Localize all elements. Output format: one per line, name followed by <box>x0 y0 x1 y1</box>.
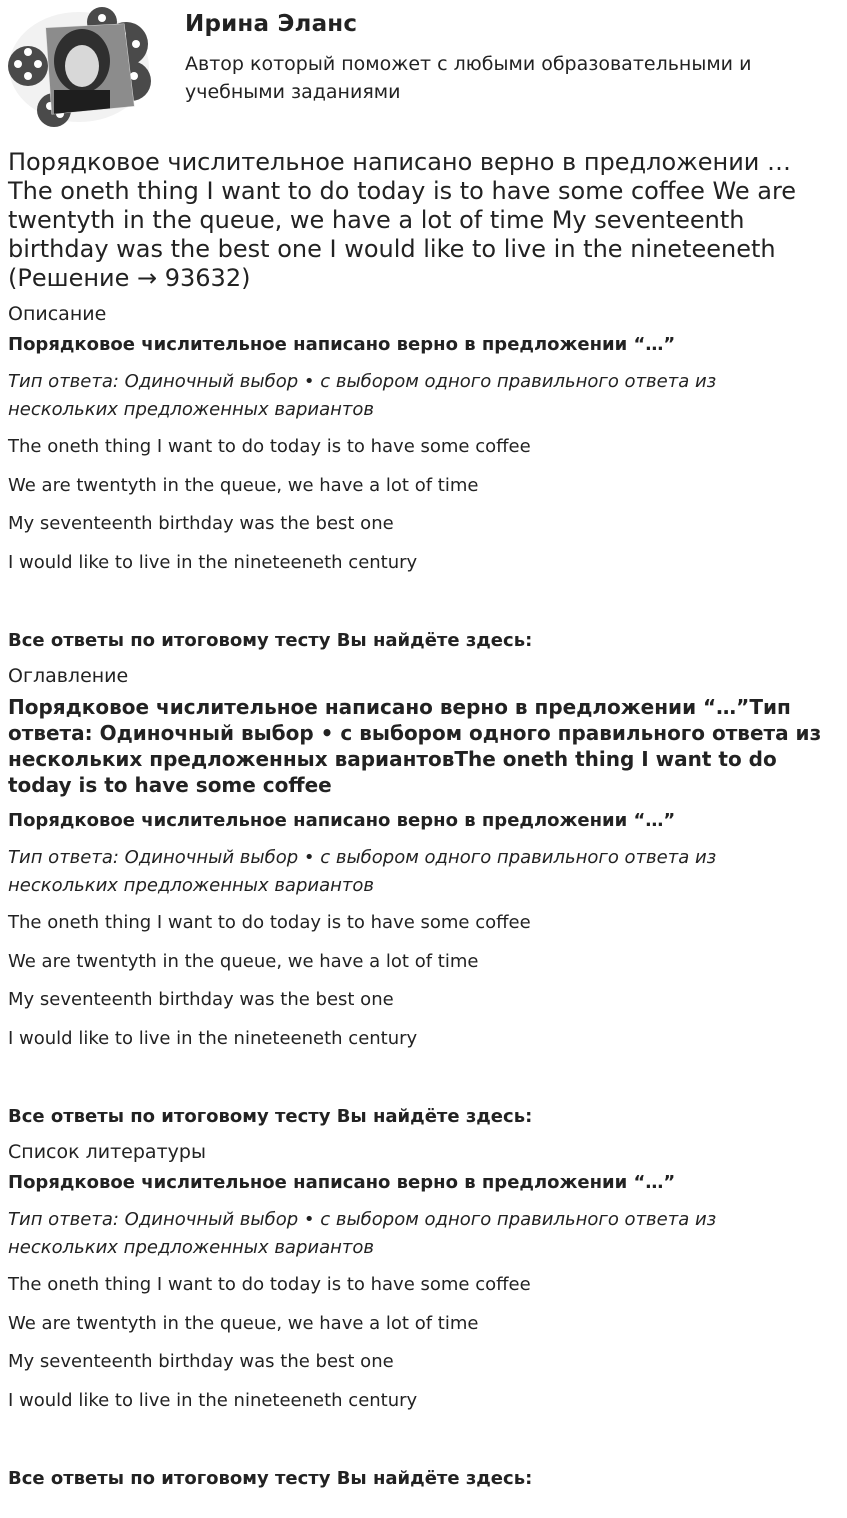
section-toc-label: Оглавление <box>8 665 129 687</box>
author-avatar[interactable] <box>6 6 152 128</box>
main-content <box>8 148 828 1502</box>
answer-option: I would like to live in the nineteeneth century <box>8 1027 418 1049</box>
answer-option: My seventeenth birthday was the best one <box>8 989 394 1010</box>
answer-option: The oneth thing I want to do today is to have some coffee <box>8 1274 531 1295</box>
author-name[interactable]: Ирина Эланс <box>185 11 358 37</box>
answer-option: We are twentyth in the queue, we have a lot of time <box>8 950 479 972</box>
answer-option: My seventeenth birthday was the best one <box>8 1351 394 1372</box>
author-description: Автор который поможет с любыми образовательными и учебными заданиями <box>185 53 752 103</box>
answer-option: I would like to live in the nineteeneth century <box>8 551 418 573</box>
answer-option: My seventeenth birthday was the best one <box>8 513 394 534</box>
question-title: Порядковое числительное написано верно в предложении “…” <box>8 334 676 355</box>
all-answers-link[interactable]: Все ответы по итоговому тесту Вы найдёте здесь: <box>8 630 533 651</box>
toc-summary: Порядковое числительное написано верно в предложении “…”Тип ответа: Одиночный выбор • с выбором одного правильного ответа из нескольких предложенных вариантовThe oneth thing I want to do today is to have some coffee <box>8 695 822 797</box>
page-title: Порядковое числительное написано верно в предложении … The oneth thing I want to do today is to have some coffee We are twentyth in the queue, we have a lot of time My seventeenth birthday was the best one I would like to live in the nineteeneth (Решение → 93632) <box>8 148 797 292</box>
answer-type: Тип ответа: Одиночный выбор • с выбором одного правильного ответа из нескольких предложенных вариантов <box>8 1209 717 1258</box>
section-literature-label: Список литературы <box>8 1141 206 1163</box>
author-header <box>0 0 847 140</box>
answer-option: The oneth thing I want to do today is to have some coffee <box>8 912 531 933</box>
question-title: Порядковое числительное написано верно в предложении “…” <box>8 1172 676 1193</box>
section-description-label: Описание <box>8 303 107 325</box>
question-title: Порядковое числительное написано верно в предложении “…” <box>8 810 676 831</box>
all-answers-link[interactable]: Все ответы по итоговому тесту Вы найдёте здесь: <box>8 1106 533 1127</box>
answer-option: We are twentyth in the queue, we have a lot of time <box>8 474 479 496</box>
answer-type: Тип ответа: Одиночный выбор • с выбором одного правильного ответа из нескольких предложенных вариантов <box>8 371 717 420</box>
answer-option: I would like to live in the nineteeneth century <box>8 1389 418 1411</box>
answer-option: The oneth thing I want to do today is to have some coffee <box>8 436 531 457</box>
answer-option: We are twentyth in the queue, we have a lot of time <box>8 1312 479 1334</box>
all-answers-link[interactable]: Все ответы по итоговому тесту Вы найдёте здесь: <box>8 1468 533 1489</box>
answer-type: Тип ответа: Одиночный выбор • с выбором одного правильного ответа из нескольких предложенных вариантов <box>8 847 717 896</box>
